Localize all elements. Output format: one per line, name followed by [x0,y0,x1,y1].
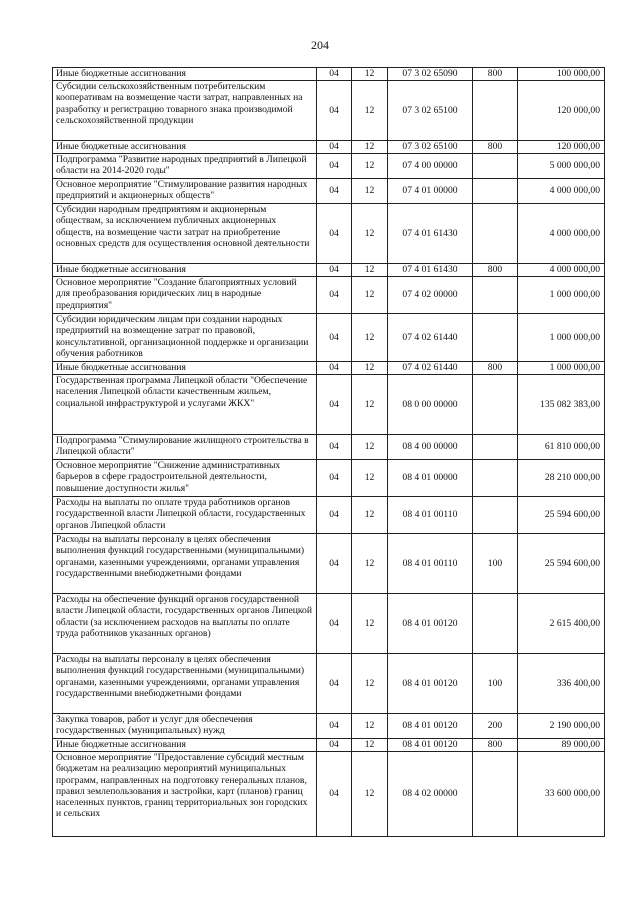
section-code: 04 [317,375,352,435]
row-name: Расходы на выплаты персоналу в целях обеспечения выполнения функций государственными (муниципальными) органами, казенными учреждениями, органами управления государственными внебюджетными фондами [53,534,317,594]
section-code: 04 [317,154,352,179]
row-name: Субсидии народным предприятиям и акционерным обществам, за исключением публичных акционерных обществ, на возмещение части затрат на приобретение основных средств для осуществления основной деятельности [53,204,317,264]
target-article-code: 07 4 01 00000 [388,179,473,204]
expense-type-code [473,204,518,264]
row-name: Расходы на выплаты персоналу в целях обеспечения выполнения функций государственными (муниципальными) органами, казенными учреждениями, органами управления государственными внебюджетными фондами [53,654,317,714]
target-article-code: 07 3 02 65090 [388,68,473,81]
subsection-code: 12 [352,314,388,362]
subsection-code: 12 [352,752,388,837]
section-code: 04 [317,277,352,314]
row-name: Иные бюджетные ассигнования [53,739,317,752]
subsection-code: 12 [352,362,388,375]
table-row [53,714,605,739]
subsection-code: 12 [352,739,388,752]
table-row [53,752,605,837]
row-name: Субсидии юридическим лицам при создании народных предприятий на возмещение затрат по правовой, консультативной, организационной поддержке и организации обучения работников [53,314,317,362]
table-row [53,81,605,141]
table-row [53,362,605,375]
subsection-code: 12 [352,264,388,277]
table-row [53,739,605,752]
subsection-code: 12 [352,81,388,141]
subsection-code: 12 [352,594,388,654]
amount: 25 594 600,00 [518,534,605,594]
expense-type-code: 800 [473,739,518,752]
amount: 25 594 600,00 [518,497,605,534]
table-row [53,534,605,594]
subsection-code: 12 [352,714,388,739]
row-name: Подпрограмма "Стимулирование жилищного строительства в Липецкой области" [53,435,317,460]
expense-type-code [473,375,518,435]
table-row [53,179,605,204]
table-row [53,497,605,534]
section-code: 04 [317,141,352,154]
table-row [53,154,605,179]
table-row [53,277,605,314]
subsection-code: 12 [352,277,388,314]
expense-type-code: 100 [473,654,518,714]
amount: 2 615 400,00 [518,594,605,654]
target-article-code: 08 4 00 00000 [388,435,473,460]
section-code: 04 [317,497,352,534]
table-row [53,594,605,654]
amount: 120 000,00 [518,81,605,141]
section-code: 04 [317,314,352,362]
amount: 135 082 383,00 [518,375,605,435]
subsection-code: 12 [352,435,388,460]
target-article-code: 07 4 01 61430 [388,264,473,277]
section-code: 04 [317,179,352,204]
section-code: 04 [317,534,352,594]
section-code: 04 [317,654,352,714]
expense-type-code [473,179,518,204]
subsection-code: 12 [352,204,388,264]
amount: 336 400,00 [518,654,605,714]
target-article-code: 08 4 01 00110 [388,497,473,534]
row-name: Иные бюджетные ассигнования [53,362,317,375]
target-article-code: 08 4 02 00000 [388,752,473,837]
table-row [53,204,605,264]
amount: 1 000 000,00 [518,277,605,314]
expense-type-code: 800 [473,264,518,277]
amount: 33 600 000,00 [518,752,605,837]
row-name: Подпрограмма "Развитие народных предприятий в Липецкой области на 2014-2020 годы" [53,154,317,179]
target-article-code: 08 4 01 00120 [388,594,473,654]
amount: 89 000,00 [518,739,605,752]
subsection-code: 12 [352,460,388,497]
amount: 1 000 000,00 [518,362,605,375]
section-code: 04 [317,264,352,277]
section-code: 04 [317,460,352,497]
expense-type-code [473,277,518,314]
expense-type-code: 800 [473,362,518,375]
subsection-code: 12 [352,141,388,154]
table-row [53,264,605,277]
target-article-code: 07 4 02 61440 [388,314,473,362]
table-row [53,654,605,714]
section-code: 04 [317,714,352,739]
amount: 4 000 000,00 [518,264,605,277]
table-row [53,460,605,497]
expense-type-code [473,594,518,654]
table-row [53,314,605,362]
table-row [53,68,605,81]
section-code: 04 [317,752,352,837]
target-article-code: 07 3 02 65100 [388,81,473,141]
row-name: Расходы на выплаты по оплате труда работников органов государственной власти Липецкой области, государственных органов Липецкой области [53,497,317,534]
subsection-code: 12 [352,497,388,534]
section-code: 04 [317,81,352,141]
expense-type-code [473,314,518,362]
target-article-code: 07 4 02 61440 [388,362,473,375]
target-article-code: 08 4 01 00120 [388,739,473,752]
subsection-code: 12 [352,654,388,714]
table-row [53,141,605,154]
subsection-code: 12 [352,534,388,594]
row-name: Основное мероприятие "Стимулирование развития народных предприятий и акционерных обществ" [53,179,317,204]
expense-type-code: 800 [473,68,518,81]
target-article-code: 07 4 01 61430 [388,204,473,264]
row-name: Иные бюджетные ассигнования [53,141,317,154]
section-code: 04 [317,739,352,752]
target-article-code: 07 3 02 65100 [388,141,473,154]
row-name: Иные бюджетные ассигнования [53,68,317,81]
subsection-code: 12 [352,375,388,435]
amount: 5 000 000,00 [518,154,605,179]
expense-type-code [473,497,518,534]
target-article-code: 07 4 02 00000 [388,277,473,314]
row-name: Закупка товаров, работ и услуг для обеспечения государственных (муниципальных) нужд [53,714,317,739]
amount: 4 000 000,00 [518,204,605,264]
target-article-code: 08 4 01 00120 [388,714,473,739]
section-code: 04 [317,435,352,460]
row-name: Иные бюджетные ассигнования [53,264,317,277]
subsection-code: 12 [352,179,388,204]
expense-type-code: 800 [473,141,518,154]
amount: 1 000 000,00 [518,314,605,362]
row-name: Государственная программа Липецкой области "Обеспечение населения Липецкой области качественным жильем, социальной инфраструктурой и услугами ЖКХ" [53,375,317,435]
target-article-code: 07 4 00 00000 [388,154,473,179]
page-number: 204 [311,38,329,52]
section-code: 04 [317,68,352,81]
amount: 120 000,00 [518,141,605,154]
expense-type-code [473,435,518,460]
section-code: 04 [317,594,352,654]
row-name: Основное мероприятие "Снижение административных барьеров в сфере градостроительной деятельности, повышение доступности жилья" [53,460,317,497]
amount: 28 210 000,00 [518,460,605,497]
expense-type-code: 200 [473,714,518,739]
budget-table [52,67,605,837]
expense-type-code [473,460,518,497]
target-article-code: 08 4 01 00120 [388,654,473,714]
target-article-code: 08 4 01 00110 [388,534,473,594]
section-code: 04 [317,204,352,264]
expense-type-code: 100 [473,534,518,594]
amount: 61 810 000,00 [518,435,605,460]
table-row [53,435,605,460]
section-code: 04 [317,362,352,375]
row-name: Расходы на обеспечение функций органов государственной власти Липецкой области, государственных органов Липецкой области (за исключением расходов на выплаты по оплате труда работников указанных органов) [53,594,317,654]
amount: 2 190 000,00 [518,714,605,739]
expense-type-code [473,752,518,837]
target-article-code: 08 0 00 00000 [388,375,473,435]
target-article-code: 08 4 01 00000 [388,460,473,497]
amount: 4 000 000,00 [518,179,605,204]
expense-type-code [473,81,518,141]
row-name: Основное мероприятие "Предоставление субсидий местным бюджетам на реализацию мероприятий муниципальных программ, направленных на подготовку генеральных планов, правил землепользования и застройки, карт (планов) границ населенных пунктов, границ территориальных зон городских и сельских [53,752,317,837]
expense-type-code [473,154,518,179]
subsection-code: 12 [352,68,388,81]
row-name: Субсидии сельскохозяйственным потребительским кооперативам на возмещение части затрат, направленных на разработку и регистрацию товарного знака производимой сельскохозяйственной продукции [53,81,317,141]
amount: 100 000,00 [518,68,605,81]
subsection-code: 12 [352,154,388,179]
row-name: Основное мероприятие "Создание благоприятных условий для преобразования юридических лиц в народные предприятия" [53,277,317,314]
table-row [53,375,605,435]
